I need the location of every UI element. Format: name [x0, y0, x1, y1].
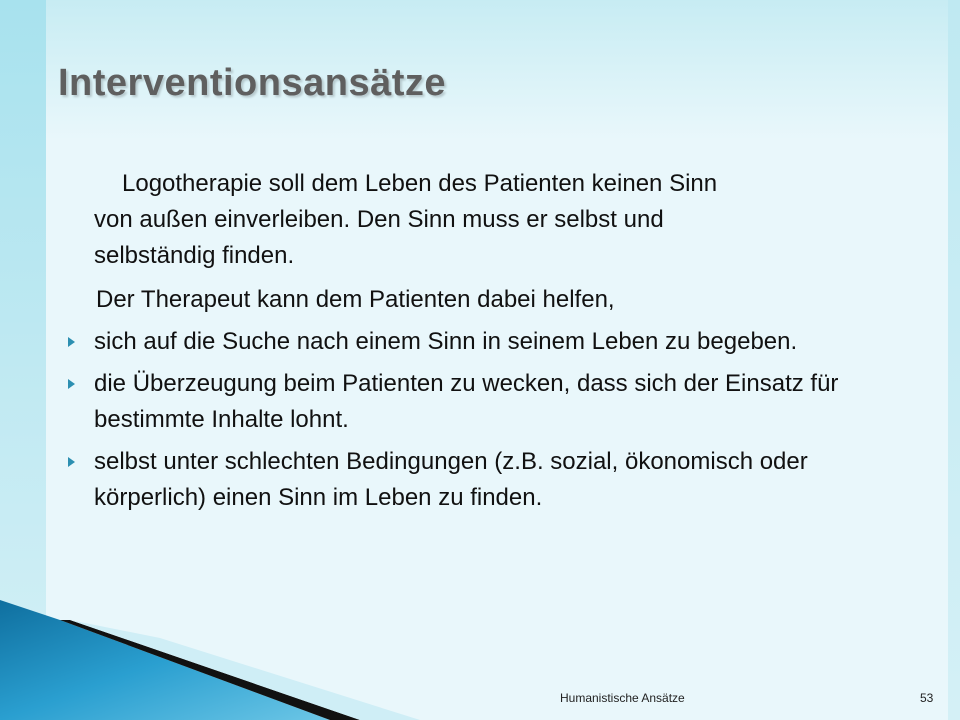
triangle-right-icon [68, 457, 75, 467]
intro-line-3: selbständig finden. [94, 242, 295, 269]
right-accent-bar [948, 0, 960, 720]
list-item [68, 366, 888, 438]
list-item [68, 444, 888, 516]
page-number: 53 [920, 691, 934, 705]
bullet-text: die Überzeugung beim Patienten zu wecken, dass sich der Einsatz für bestimmte Inhalte lohnt. [94, 370, 839, 433]
intro-line-2: von außen einverleiben. Den Sinn muss er selbst und [94, 206, 664, 233]
corner-blue-shape [0, 600, 330, 720]
corner-decoration [0, 600, 440, 720]
slide-title: Interventionsansätze [58, 62, 446, 104]
intro-paragraph [68, 166, 888, 274]
lead-paragraph: Der Therapeut kann dem Patienten dabei helfen, [96, 286, 615, 313]
intro-line-1: Logotherapie soll dem Leben des Patienten keinen Sinn [122, 170, 718, 197]
list-item [68, 324, 888, 360]
triangle-right-icon [68, 379, 75, 389]
footer-title: Humanistische Ansätze [560, 691, 685, 705]
triangle-right-icon [68, 337, 75, 347]
bullet-text: selbst unter schlechten Bedingungen (z.B. sozial, ökonomisch oder körperlich) einen Sinn im Leben zu finden. [94, 448, 808, 511]
slide-body [68, 166, 888, 516]
bullet-text: sich auf die Suche nach einem Sinn in seinem Leben zu begeben. [94, 328, 798, 355]
